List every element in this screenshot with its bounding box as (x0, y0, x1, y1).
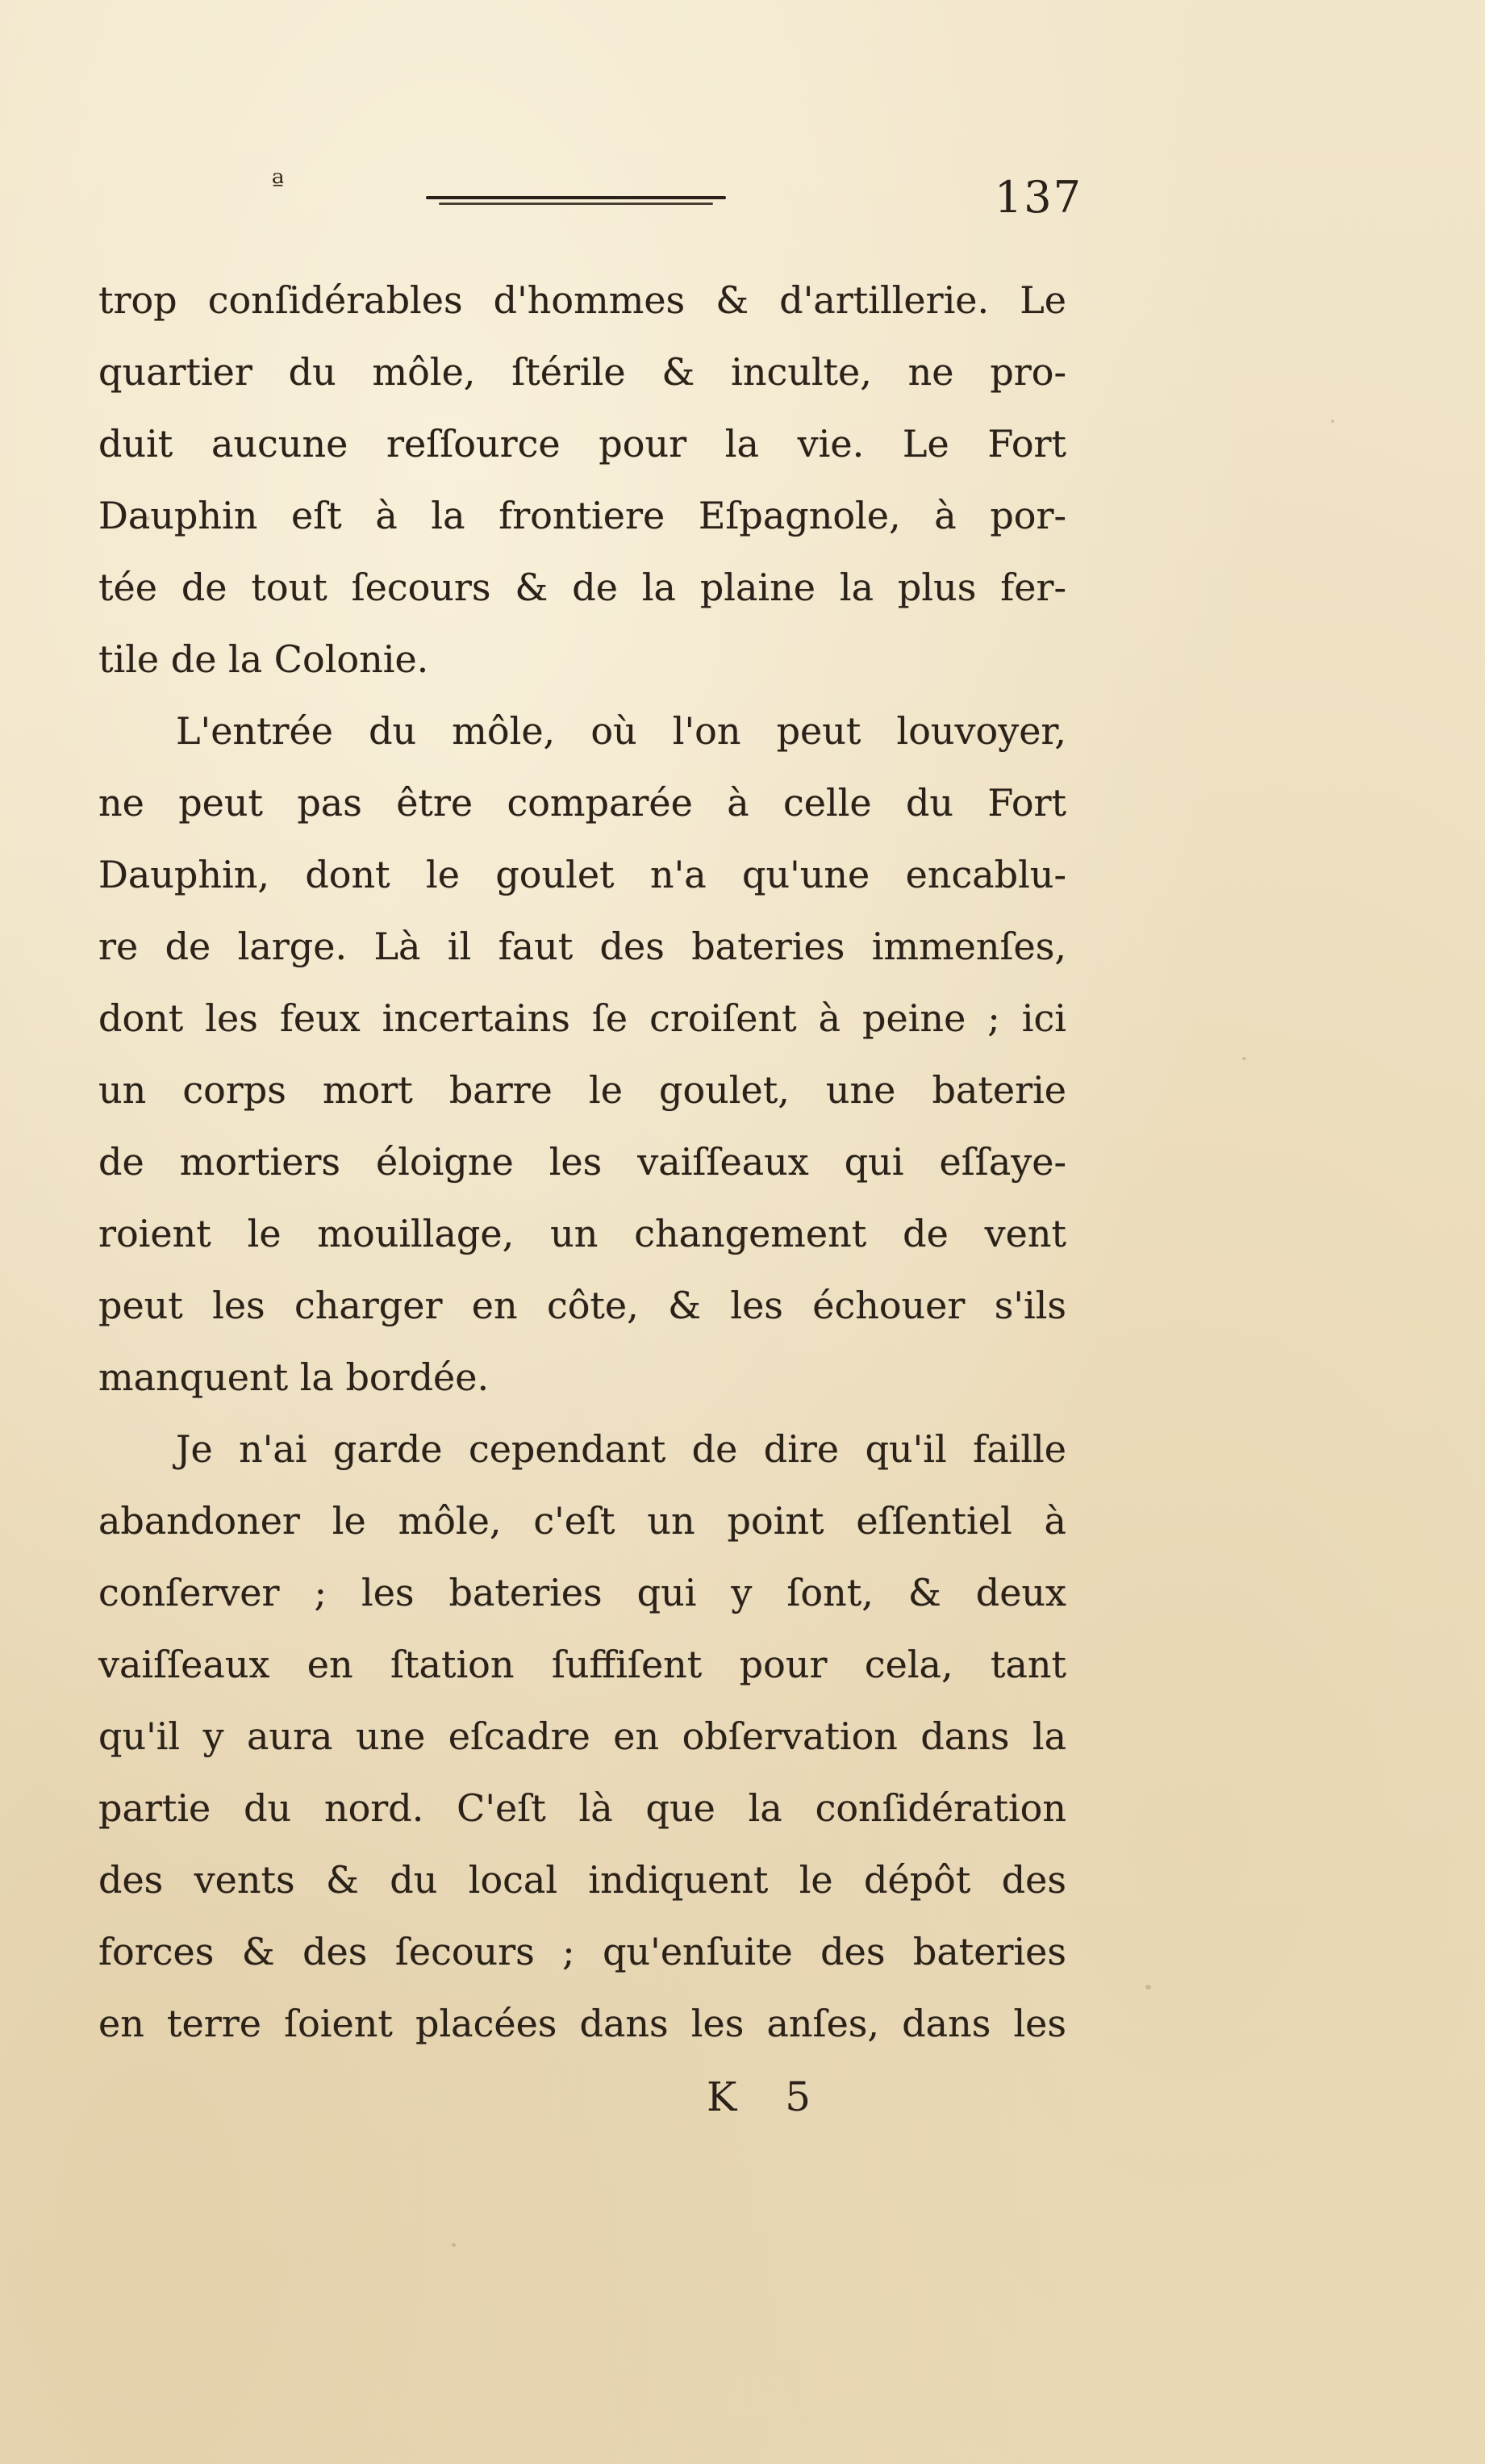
text-line: tile de la Colonie. (98, 637, 429, 681)
text-line: dont les feux incertains ſe croiſent à peine ; ici (98, 996, 1066, 1040)
text-line: abandoner le môle, c'eſt un point eſſentiel à (98, 1499, 1066, 1543)
body-text (98, 265, 1066, 2060)
corner-mark: ª (271, 169, 285, 201)
text-line: en terre ſoient placées dans les anſes, dans les (98, 2002, 1066, 2045)
text-line: quartier du môle, ſtérile & inculte, ne pro- (98, 350, 1066, 394)
text-line: un corps mort barre le goulet, une baterie (98, 1068, 1066, 1112)
text-line: peut les charger en côte, & les échouer s'ils (98, 1284, 1066, 1327)
text-line: de mortiers éloigne les vaiſſeaux qui eſſaye- (98, 1140, 1066, 1184)
text-line: vaiſſeaux en ſtation ſuffiſent pour cela, tant (98, 1643, 1066, 1686)
text-line: duit aucune reſſource pour la vie. Le Fort (98, 422, 1066, 466)
text-line: re de large. Là il faut des bateries immenſes, (98, 925, 1066, 968)
text-line: Je n'ai garde cependant de dire qu'il faille (176, 1427, 1066, 1471)
text-line: forces & des ſecours ; qu'enſuite des bateries (98, 1930, 1066, 1973)
text-line: L'entrée du môle, où l'on peut louvoyer, (176, 709, 1066, 753)
paper-speck (1145, 1985, 1151, 1990)
signature-mark: K 5 (707, 2074, 829, 2120)
header-rule-bar (439, 203, 713, 205)
text-line: tée de tout ſecours & de la plaine la plus fer- (98, 566, 1066, 609)
text-line: qu'il y aura une eſcadre en obſervation dans la (98, 1714, 1066, 1758)
text-line: partie du nord. C'eſt là que la conſidération (98, 1786, 1066, 1830)
text-line: roient le mouillage, un changement de vent (98, 1212, 1066, 1255)
header-rule-bar (426, 196, 726, 199)
text-line: des vents & du local indiquent le dépôt des (98, 1858, 1066, 1902)
text-line: ne peut pas être comparée à celle du Fort (98, 781, 1066, 825)
text-line: Dauphin eſt à la frontiere Eſpagnole, à por- (98, 494, 1066, 537)
header-rule (426, 196, 726, 207)
page-number: 137 (994, 172, 1082, 223)
text-line: manquent la bordée. (98, 1355, 490, 1399)
text-line: Dauphin, dont le goulet n'a qu'une encablu- (98, 853, 1066, 896)
paper-speck (452, 2243, 456, 2247)
text-line: trop conſidérables d'hommes & d'artillerie. Le (98, 278, 1066, 322)
text-line: conſerver ; les bateries qui y ſont, & deux (98, 1571, 1066, 1614)
paper-speck (1242, 1057, 1246, 1060)
paper-speck (1331, 420, 1334, 423)
